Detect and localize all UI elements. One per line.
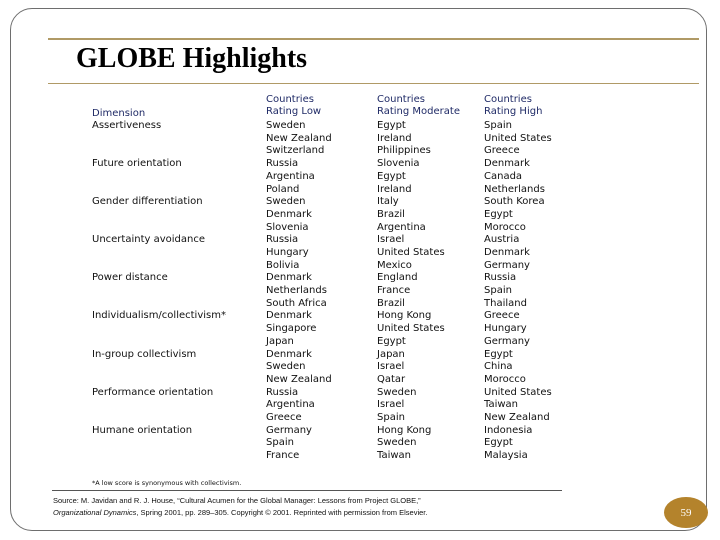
table-row	[92, 234, 572, 272]
country-name: United States	[484, 132, 552, 144]
country-name: New Zealand	[266, 132, 332, 144]
country-name: Netherlands	[266, 285, 327, 297]
country-name: Slovenia	[377, 158, 420, 170]
countries-high-cell	[484, 120, 552, 158]
country-name: South Africa	[266, 297, 327, 309]
country-name: Russia	[266, 234, 299, 246]
country-name: Ireland	[377, 132, 412, 144]
source-suffix: , Spring 2001, pp. 289–305. Copyright © 2001. Reprinted with permission from Elsevier.	[136, 508, 428, 517]
countries-moderate-cell	[377, 425, 431, 463]
country-name: Mexico	[377, 259, 412, 271]
countries-moderate-cell	[377, 272, 418, 310]
country-name: Indonesia	[484, 424, 533, 436]
countries-low-cell	[266, 425, 312, 463]
country-name: Argentina	[266, 170, 315, 182]
countries-moderate-cell	[377, 387, 417, 425]
countries-high-cell	[484, 349, 526, 387]
source-journal: Organizational Dynamics	[53, 508, 137, 517]
countries-high-cell	[484, 310, 530, 348]
country-name: Russia	[484, 272, 517, 284]
table-body	[92, 120, 572, 463]
countries-low-cell	[266, 310, 316, 348]
country-name: Israel	[377, 399, 405, 411]
country-name: United States	[377, 246, 445, 258]
country-name: Qatar	[377, 373, 406, 385]
country-name: Argentina	[266, 399, 315, 411]
countries-high-cell	[484, 234, 530, 272]
country-name: Singapore	[266, 323, 317, 335]
country-name: Taiwan	[484, 399, 519, 411]
country-name: Thailand	[484, 297, 527, 309]
country-name: Hong Kong	[377, 424, 432, 436]
dimension-cell: Gender differentiation	[92, 196, 203, 208]
table-row	[92, 120, 572, 158]
country-name: Egypt	[377, 170, 406, 182]
country-name: Brazil	[377, 297, 405, 309]
country-name: Spain	[484, 120, 512, 131]
table-header	[92, 94, 572, 120]
countries-high-cell	[484, 158, 545, 196]
country-name: Spain	[377, 412, 405, 424]
source-rule	[52, 490, 562, 491]
country-name: Hong Kong	[377, 310, 432, 322]
countries-low-cell	[266, 158, 315, 196]
country-name: Russia	[266, 158, 299, 170]
country-name: Egypt	[377, 335, 406, 347]
country-name: Japan	[377, 348, 405, 360]
country-name: New Zealand	[484, 412, 550, 424]
dimension-cell: Performance orientation	[92, 386, 214, 398]
countries-high-cell	[484, 387, 552, 425]
country-name: Israel	[377, 234, 405, 246]
country-name: Denmark	[484, 246, 530, 258]
country-name: Canada	[484, 170, 523, 182]
country-name: Morocco	[484, 373, 526, 385]
country-name: Egypt	[484, 348, 513, 360]
country-name: Philippines	[377, 145, 431, 157]
country-name: New Zealand	[266, 373, 332, 385]
page-number-badge: 59	[664, 497, 708, 528]
country-name: China	[484, 361, 513, 373]
dimension-cell: Future orientation	[92, 158, 182, 170]
country-name: Japan	[266, 335, 294, 347]
globe-table	[92, 94, 572, 463]
dimension-cell: In-group collectivism	[92, 348, 197, 360]
country-name: Italy	[377, 196, 399, 208]
country-name: Malaysia	[484, 450, 528, 462]
header-moderate: Countries Rating Moderate	[377, 94, 460, 117]
country-name: Slovenia	[266, 221, 309, 233]
table-row	[92, 349, 572, 387]
table-row	[92, 196, 572, 234]
slide-title: GLOBE Highlights	[76, 43, 308, 74]
table-row	[92, 272, 572, 310]
country-name: England	[377, 272, 418, 284]
country-name: Sweden	[266, 196, 306, 208]
country-name: Greece	[484, 310, 520, 322]
country-name: United States	[377, 323, 445, 335]
country-name: United States	[484, 386, 552, 398]
country-name: Spain	[266, 437, 294, 449]
country-name: Poland	[266, 183, 300, 195]
country-name: Denmark	[266, 348, 312, 360]
header-low: Countries Rating Low	[266, 94, 322, 117]
country-name: South Korea	[484, 196, 545, 208]
country-name: Taiwan	[377, 450, 412, 462]
country-name: France	[377, 285, 411, 297]
country-name: Egypt	[484, 208, 513, 220]
country-name: Sweden	[377, 437, 417, 449]
country-name: Greece	[266, 412, 302, 424]
country-name: Hungary	[484, 323, 527, 335]
country-name: Egypt	[377, 120, 406, 131]
source-citation	[53, 495, 523, 519]
country-name: Sweden	[377, 386, 417, 398]
dimension-cell: Assertiveness	[92, 120, 162, 131]
country-name: Spain	[484, 285, 512, 297]
country-name: Brazil	[377, 208, 405, 220]
table-row	[92, 425, 572, 463]
country-name: Denmark	[266, 272, 312, 284]
country-name: Egypt	[484, 437, 513, 449]
countries-moderate-cell	[377, 310, 445, 348]
country-name: Denmark	[266, 310, 312, 322]
country-name: Greece	[484, 145, 520, 157]
country-name: France	[266, 450, 300, 462]
countries-low-cell	[266, 120, 332, 158]
source-prefix: Source: M. Javidan and R. J. House, “Cultural Acumen for the Global Manager: Lessons from Project GLOBE,”	[53, 496, 421, 505]
dimension-cell: Uncertainty avoidance	[92, 234, 206, 246]
dimension-cell: Power distance	[92, 272, 168, 284]
country-name: Netherlands	[484, 183, 545, 195]
header-dimension: Dimension	[92, 108, 146, 119]
table-footnote: *A low score is synonymous with collectivism.	[92, 479, 242, 487]
country-name: Germany	[484, 259, 530, 271]
countries-moderate-cell	[377, 234, 445, 272]
country-name: Germany	[484, 335, 530, 347]
country-name: Hungary	[266, 246, 309, 258]
countries-moderate-cell	[377, 158, 420, 196]
country-name: Ireland	[377, 183, 412, 195]
title-bottom-rule	[48, 83, 699, 84]
country-name: Germany	[266, 424, 312, 436]
country-name: Russia	[266, 386, 299, 398]
country-name: Argentina	[377, 221, 426, 233]
countries-low-cell	[266, 272, 327, 310]
countries-moderate-cell	[377, 349, 405, 387]
dimension-cell: Individualism/collectivism*	[92, 310, 226, 322]
table-row	[92, 387, 572, 425]
country-name: Morocco	[484, 221, 526, 233]
table-row	[92, 158, 572, 196]
header-high: Countries Rating High	[484, 94, 543, 117]
country-name: Sweden	[266, 120, 306, 131]
country-name: Sweden	[266, 361, 306, 373]
dimension-cell: Humane orientation	[92, 424, 193, 436]
country-name: Bolivia	[266, 259, 300, 271]
countries-moderate-cell	[377, 196, 426, 234]
countries-low-cell	[266, 234, 309, 272]
country-name: Denmark	[484, 158, 530, 170]
countries-high-cell	[484, 272, 527, 310]
countries-high-cell	[484, 425, 532, 463]
title-top-rule	[48, 38, 699, 40]
countries-low-cell	[266, 349, 332, 387]
countries-high-cell	[484, 196, 545, 234]
country-name: Denmark	[266, 208, 312, 220]
countries-moderate-cell	[377, 120, 431, 158]
table-row	[92, 310, 572, 348]
countries-low-cell	[266, 387, 315, 425]
country-name: Switzerland	[266, 145, 325, 157]
country-name: Israel	[377, 361, 405, 373]
country-name: Austria	[484, 234, 520, 246]
countries-low-cell	[266, 196, 312, 234]
